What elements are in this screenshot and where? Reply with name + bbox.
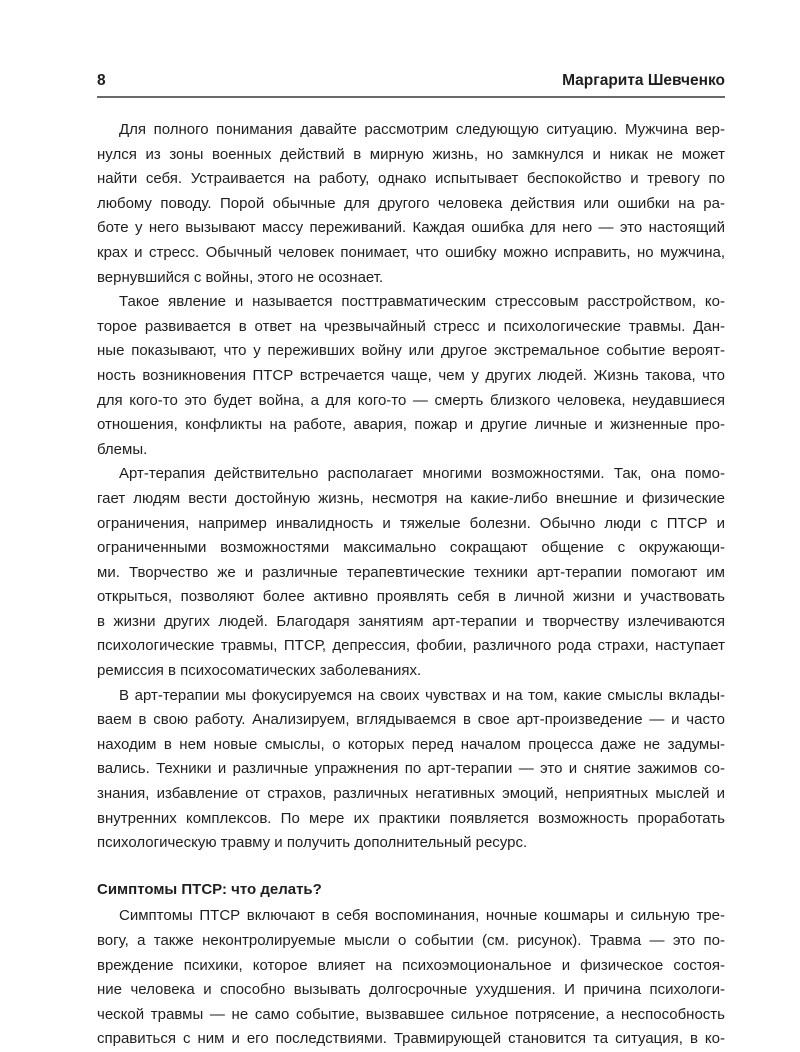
- paragraph: [97, 118, 725, 290]
- text-line: Симптомы ПТСР включают в себя воспоминания, ночные кошмары и сильную тре-: [119, 907, 725, 925]
- text-line: ность возникновения ПТСР встречается чаще, чем у других людей. Жизнь такова, что: [97, 366, 725, 384]
- text-line: любому поводу. Порой обычные для другого человека действия или ошибки на ра-: [97, 194, 725, 212]
- text-line: крах и стресс. Обычный человек понимает, что ошибку можно исправить, но мужчина,: [97, 243, 725, 261]
- paragraph: [97, 462, 725, 683]
- text-line: ваем в свою работу. Анализируем, вглядываемся в свое арт-произведение — и часто: [97, 711, 725, 729]
- text-line: психологическую травму и получить дополнительный ресурс.: [97, 834, 528, 852]
- page-number: 8: [97, 72, 106, 89]
- text-line: В арт-терапии мы фокусируемся на своих чувствах и на том, какие смыслы вклады-: [119, 686, 725, 704]
- text-line: ремиссия в психосоматических заболеваниях.: [97, 662, 422, 680]
- text-line: вернувшийся с войны, этого не осознает.: [97, 268, 384, 286]
- author-name: Маргарита Шевченко: [562, 72, 725, 89]
- text-line: торое развивается в ответ на чрезвычайный стресс и психологические травмы. Дан-: [97, 317, 725, 335]
- running-header: [97, 68, 725, 98]
- text-line: вались. Техники и различные упражнения по арт-терапии — это и снятие зажимов со-: [97, 760, 725, 778]
- body-text-after-heading: [97, 904, 725, 1052]
- text-line: Арт-терапия действительно располагает многими возможностями. Так, она помо-: [119, 465, 725, 483]
- section-heading: Симптомы ПТСР: что делать?: [97, 880, 322, 898]
- text-line: ные показывают, что у переживших войну или другое экстремальное событие вероят-: [97, 342, 725, 360]
- text-line: психологические травмы, ПТСР, депрессия, фобии, различного рода страхи, наступает: [97, 637, 725, 655]
- text-line: находим в нем новые смыслы, о которых перед началом процесса даже не задумы-: [97, 735, 725, 753]
- text-line: ми. Творчество же и различные терапевтические техники арт-терапии помогают им: [97, 563, 725, 581]
- text-line: ческой травмы — не само событие, вызвавшее сильное потрясение, а неспособность: [97, 1005, 725, 1023]
- text-line: боте у него вызывают массу переживаний. Каждая ошибка для него — это настоящий: [97, 219, 725, 237]
- paragraph: [97, 684, 725, 856]
- text-line: для кого-то это будет война, а для кого-то — смерть близкого человека, неудавшиеся: [97, 391, 725, 409]
- paragraph: [97, 290, 725, 462]
- text-line: Такое явление и называется посттравматическим стрессовым расстройством, ко-: [119, 293, 725, 311]
- text-line: найти себя. Устраивается на работу, однако испытывает беспокойство и тревогу по: [97, 170, 725, 188]
- text-line: Для полного понимания давайте рассмотрим следующую ситуацию. Мужчина вер-: [119, 121, 725, 138]
- page-body: [97, 118, 725, 1052]
- text-line: вреждение психики, которое влияет на психоэмоциональное и физическое состоя-: [97, 956, 725, 974]
- text-line: внутренних комплексов. По мере их практики появляется возможность проработать: [97, 809, 725, 827]
- text-line: блемы.: [97, 440, 148, 458]
- text-line: в жизни других людей. Благодаря занятиям арт-терапии и творчеству излечиваются: [97, 612, 725, 630]
- paragraph: [97, 904, 725, 1052]
- text-line: ограничения, например инвалидность и тяжелые болезни. Обычно люди с ПТСР и: [97, 514, 725, 532]
- text-line: нулся из зоны военных действий в мирную жизнь, но замкнулся и никак не может: [97, 145, 725, 163]
- text-line: знания, избавление от страхов, различных негативных эмоций, неприятных мыслей и: [97, 785, 725, 803]
- body-text-before-heading: [97, 118, 725, 856]
- text-line: ограниченными возможностями максимально сокращают общение с окружающи-: [97, 539, 725, 557]
- text-line: гает людям вести достойную жизнь, несмотря на какие-либо внешние и физические: [97, 489, 725, 507]
- text-line: открыться, позволяют более активно проявлять себя в личной жизни и участвовать: [97, 588, 725, 606]
- text-line: отношения, конфликты на работе, авария, пожар и другие личные и жизненные про-: [97, 416, 725, 434]
- text-line: вогу, а также неконтролируемые мысли о событии (см. рисунок). Травма — это по-: [97, 932, 725, 949]
- text-line: ние человека и способно вызывать долгосрочные ухудшения. И причина психологи-: [97, 981, 725, 999]
- text-line: справиться с ним и его последствиями. Травмирующей становится та ситуация, в ко-: [97, 1030, 725, 1048]
